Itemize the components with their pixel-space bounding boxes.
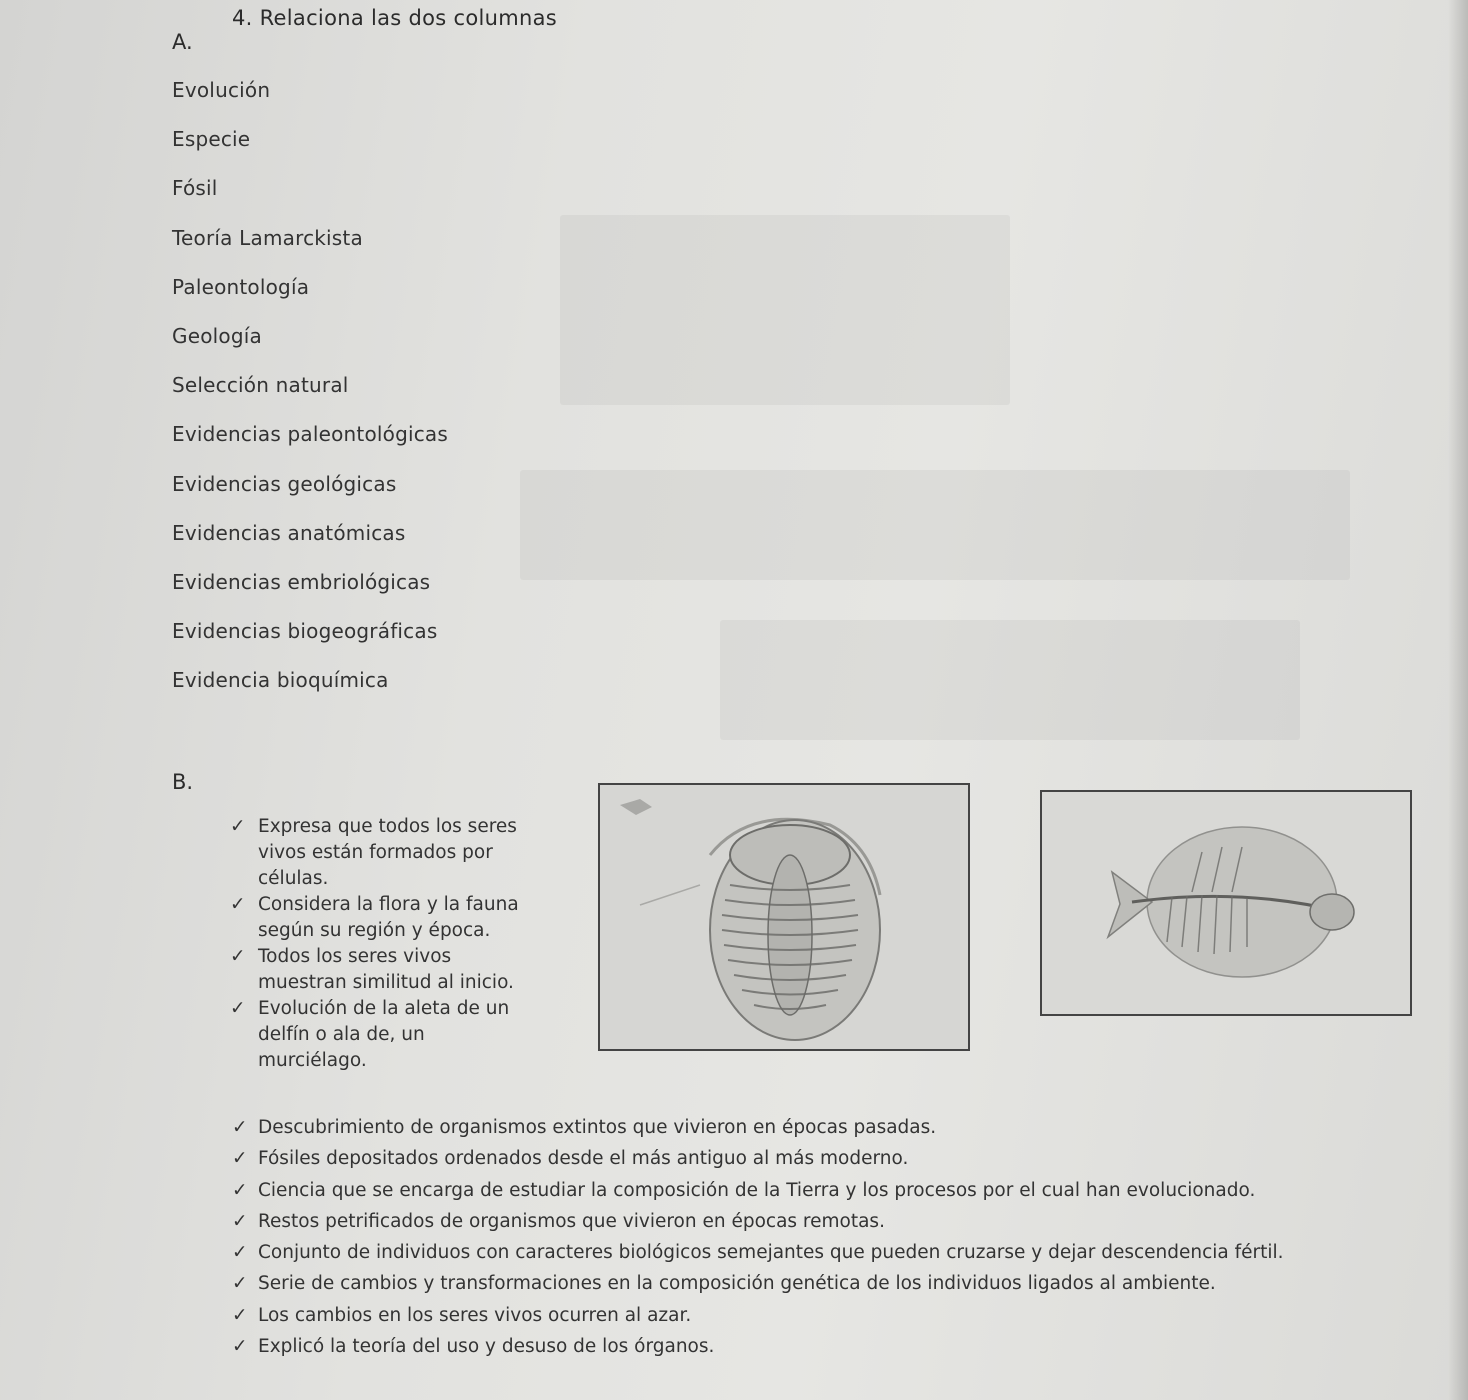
column-a-item: Especie	[172, 127, 251, 152]
column-a-label: A.	[172, 30, 193, 54]
column-b-item	[232, 1331, 1462, 1362]
bleed-through-shadow	[560, 215, 1010, 405]
item-text: Conjunto de individuos con caracteres biológicos semejantes que pueden cruzarse y dejar descendencia fértil.	[258, 1242, 1284, 1264]
column-b-item	[230, 944, 570, 996]
checkmark-icon: ✓	[232, 1242, 248, 1264]
item-text: Expresa que todos los seres	[258, 816, 517, 837]
item-text-continued: muestran similitud al inicio.	[258, 972, 514, 993]
item-text: Evolución de la aleta de un	[258, 998, 510, 1019]
item-text-continued: según su región y época.	[258, 920, 491, 941]
trilobite-fossil-icon	[600, 785, 968, 1049]
item-text: Serie de cambios y transformaciones en la composición genética de los individuos ligados al ambiente.	[258, 1273, 1216, 1295]
bleed-through-shadow	[720, 620, 1300, 740]
checkmark-icon: ✓	[232, 1117, 248, 1138]
column-b-item	[232, 1112, 1462, 1143]
column-b-item	[230, 892, 570, 944]
column-a-item: Evidencia bioquímica	[172, 668, 389, 693]
column-b-short-list	[230, 814, 570, 1074]
column-a-item: Evidencias biogeográficas	[172, 619, 438, 644]
item-text-continued: células.	[258, 868, 329, 889]
column-a-item: Geología	[172, 323, 262, 348]
fish-fossil-image	[1040, 790, 1412, 1016]
item-text-continued: delfín o ala de, un	[258, 1024, 425, 1045]
item-text: Restos petrificados de organismos que vivieron en épocas remotas.	[258, 1210, 885, 1232]
checkmark-icon: ✓	[232, 1148, 248, 1170]
column-b-item	[232, 1268, 1462, 1299]
item-text-continued: vivos están formados por	[258, 842, 493, 863]
column-a-item: Evidencias anatómicas	[172, 520, 406, 545]
checkmark-icon: ✓	[232, 1273, 248, 1295]
fish-fossil-icon	[1042, 792, 1410, 1014]
item-text: Considera la flora y la fauna	[258, 894, 519, 915]
item-text: Explicó la teoría del uso y desuso de los órganos.	[258, 1336, 715, 1358]
item-text: Todos los seres vivos	[258, 946, 452, 967]
checkmark-icon: ✓	[232, 1304, 248, 1326]
item-text: Fósiles depositados ordenados desde el más antiguo al más moderno.	[258, 1148, 909, 1170]
trilobite-fossil-image	[598, 783, 970, 1051]
column-a-item: Evidencias embriológicas	[172, 569, 431, 594]
exercise-heading: 4. Relaciona las dos columnas	[232, 6, 557, 30]
column-b-item	[232, 1143, 1462, 1174]
item-text: Descubrimiento de organismos extintos que vivieron en épocas pasadas.	[258, 1117, 937, 1138]
column-a-item: Teoría Lamarckista	[172, 225, 363, 250]
item-text-continued: murciélago.	[258, 1050, 367, 1071]
column-b-long-list	[232, 1112, 1462, 1362]
item-text: Los cambios en los seres vivos ocurren al azar.	[258, 1304, 692, 1326]
column-a-item: Evolución	[172, 78, 271, 102]
checkmark-icon: ✓	[230, 946, 246, 967]
column-a-item: Paleontología	[172, 274, 310, 299]
column-a-list	[172, 78, 448, 717]
checkmark-icon: ✓	[232, 1210, 248, 1232]
column-b-item	[232, 1237, 1462, 1268]
column-b-item	[232, 1175, 1462, 1206]
column-a-item: Evidencias geológicas	[172, 471, 397, 496]
column-b-item	[232, 1300, 1462, 1331]
column-a-item: Fósil	[172, 176, 218, 201]
column-b-item	[232, 1206, 1462, 1237]
bleed-through-shadow	[520, 470, 1350, 580]
item-text: Ciencia que se encarga de estudiar la composición de la Tierra y los procesos por el cual han evolucionado.	[258, 1179, 1256, 1201]
checkmark-icon: ✓	[230, 998, 246, 1019]
column-b-item	[230, 996, 570, 1074]
column-b-label: B.	[172, 770, 194, 794]
column-a-item: Evidencias paleontológicas	[172, 422, 449, 447]
checkmark-icon: ✓	[232, 1179, 248, 1201]
checkmark-icon: ✓	[232, 1336, 248, 1358]
checkmark-icon: ✓	[230, 894, 246, 915]
checkmark-icon: ✓	[230, 816, 246, 837]
column-a-item: Selección natural	[172, 373, 349, 398]
column-b-item	[230, 814, 570, 892]
